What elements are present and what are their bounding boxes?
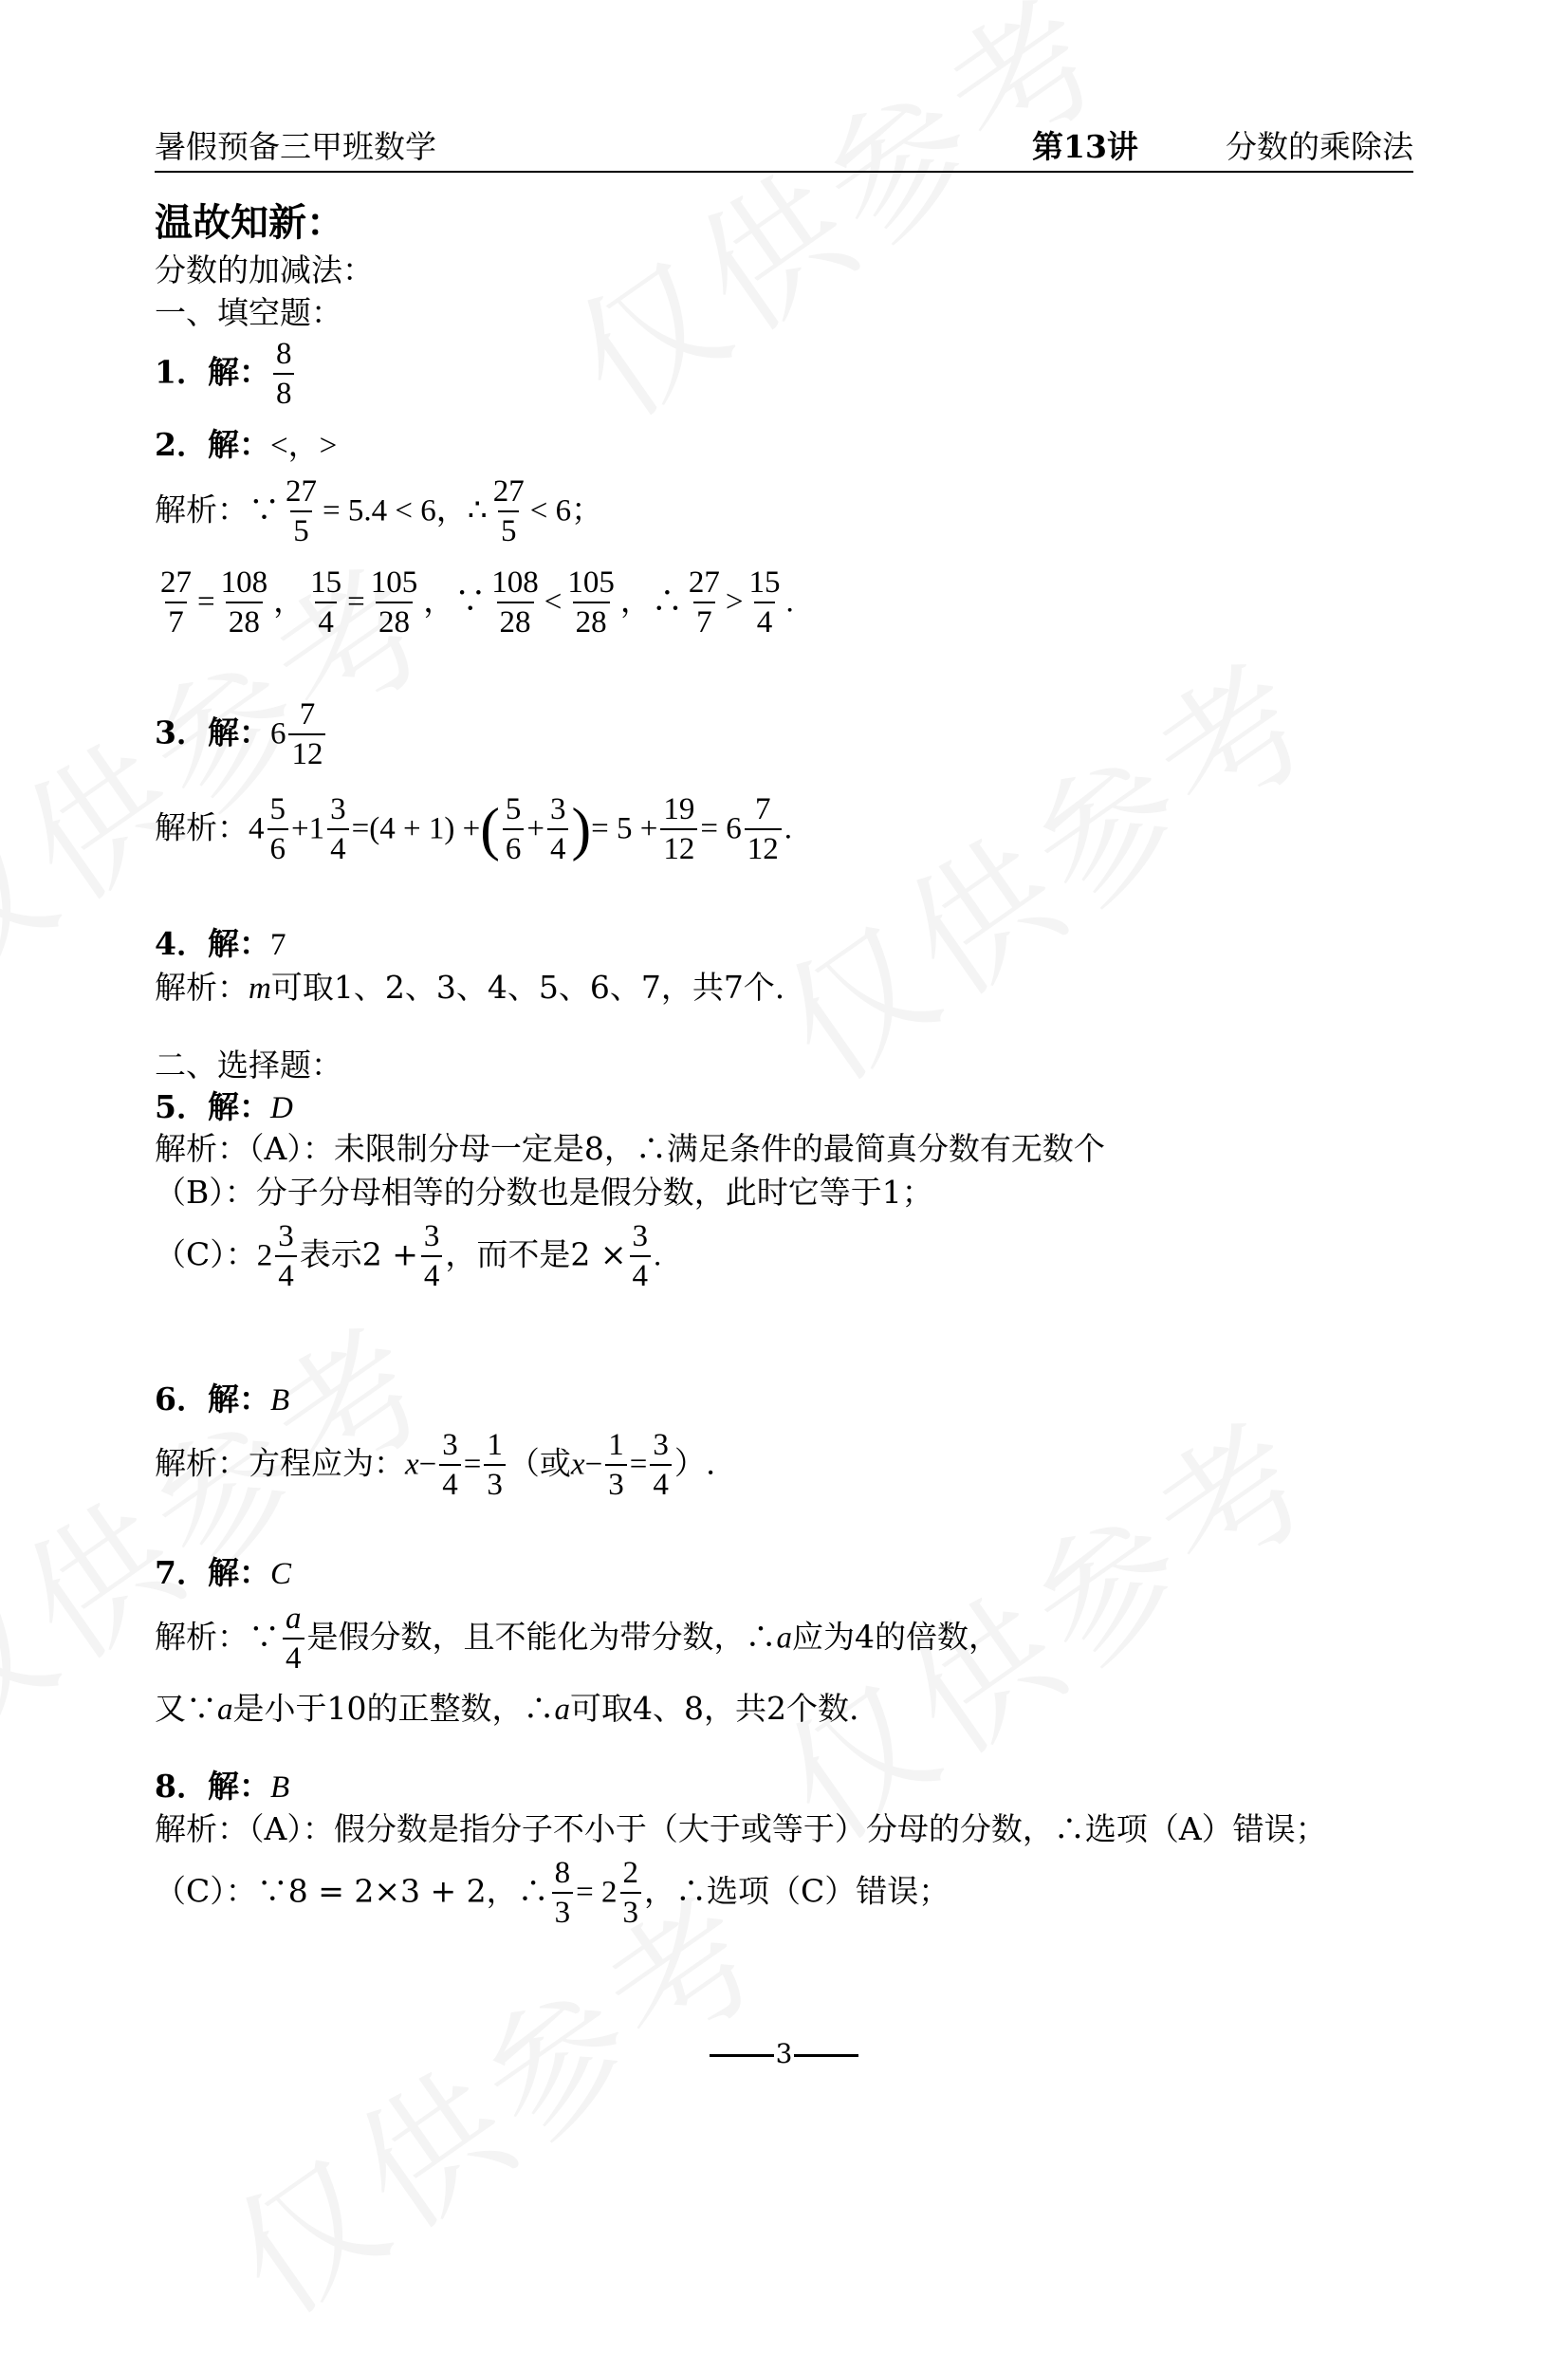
section-title: 温故知新： <box>155 200 344 245</box>
q2-answer: 2．解：<，> <box>155 426 338 463</box>
fraction: $\frac{7}{12}$ <box>288 697 325 772</box>
fraction: $\frac{27}{5}$ <box>286 474 317 549</box>
header-course: 暑假预备三甲班数学 <box>155 128 436 165</box>
page-header <box>155 128 1413 173</box>
fraction: $\frac{27}{5}$ <box>492 474 525 549</box>
q8-answer: 8．解：B <box>155 1768 290 1805</box>
fraction: $\frac{8}{3}$ <box>552 1856 574 1931</box>
fraction: $\frac{1}{3}$ <box>605 1428 627 1503</box>
q7-answer: 7．解：C <box>155 1554 291 1591</box>
q2-explanation-line1: 解析：∵ $\frac{27}{5}$ = 5.4 < 6，∴ $\frac{27}{5}$ < 6； <box>155 474 603 549</box>
fraction: $\frac{3}{4}$ <box>439 1428 461 1503</box>
q7-explanation-line1: 解析：∵ $\frac{a}{4}$ 是假分数，且不能化为带分数，∴a应为4的倍数， <box>155 1602 1000 1677</box>
q6-explanation: 解析：方程应为：x− $\frac{3}{4}$ = $\frac{1}{3}$ （或x− $\frac{1}{3}$ = $\frac{3}{4}$ ）. <box>155 1428 716 1503</box>
q5-explanation-b: （B）：分子分母相等的分数也是假分数，此时它等于1； <box>155 1174 933 1211</box>
fraction: $\frac{5}{6}$ <box>503 792 525 867</box>
subsection-title: 分数的加减法： <box>155 251 374 288</box>
q4-answer: 4．解：7 <box>155 925 286 962</box>
fraction: $\frac{1}{3}$ <box>484 1428 506 1503</box>
header-topic: 分数的乘除法 <box>1226 128 1413 165</box>
fraction: $\frac{3}{4}$ <box>421 1219 443 1294</box>
fraction: $\frac{3}{4}$ <box>630 1219 652 1294</box>
part-heading: 二、选择题： <box>155 1047 342 1084</box>
fraction: $\frac{108}{28}$ <box>491 565 539 640</box>
fraction: $\frac{27}{7}$ <box>160 565 192 640</box>
fraction: $\frac{3}{4}$ <box>547 792 569 867</box>
fraction: $\frac{3}{4}$ <box>275 1219 297 1294</box>
q4-explanation: 解析：m可取1、2、3、4、5、6、7，共7个. <box>155 969 785 1006</box>
q3-answer: 3．解：6 $\frac{7}{12}$ <box>155 697 328 772</box>
fraction: $\frac{27}{7}$ <box>688 565 720 640</box>
fraction: $\frac{108}{28}$ <box>220 565 268 640</box>
fraction: $\frac{5}{6}$ <box>267 792 289 867</box>
fraction: $\frac{105}{28}$ <box>370 565 418 640</box>
q7-explanation-line2: 又∵a是小于10的正整数，∴a可取4、8，共2个数. <box>155 1690 859 1727</box>
fraction: $\frac{a}{4}$ <box>283 1602 304 1677</box>
fraction: $\frac{7}{12}$ <box>745 792 782 867</box>
watermark <box>736 603 1351 1120</box>
fraction: $\frac{8}{8}$ <box>273 337 295 412</box>
q8-explanation-c: （C）：∵8 = 2×3 + 2，∴ $\frac{8}{3}$ = 2 $\frac{2}{3}$ ，∴选项（C）错误； <box>155 1856 950 1931</box>
fraction: $\frac{15}{4}$ <box>310 565 342 640</box>
watermark <box>527 0 1142 455</box>
q5-explanation-c: （C）：2 $\frac{3}{4}$ 表示2 + $\frac{3}{4}$ ，而不是2 × $\frac{3}{4}$ . <box>155 1219 662 1294</box>
fraction: $\frac{15}{4}$ <box>748 565 781 640</box>
part-heading: 一、填空题： <box>155 294 342 331</box>
page-number: 3 <box>0 2038 1568 2069</box>
q8-explanation-a: 解析：（A）：假分数是指分子不小于（大于或等于）分母的分数，∴选项（A）错误； <box>155 1810 1327 1847</box>
header-lecture: 第13讲 <box>1032 128 1138 165</box>
q5-explanation-a: 解析：（A）：未限制分母一定是8，∴满足条件的最简真分数有无数个 <box>155 1130 1105 1167</box>
q5-answer: 5．解：D <box>155 1088 293 1125</box>
q2-explanation-line2: $\frac{27}{7}$ = $\frac{108}{28}$ ， $\frac{15}{4}$ = $\frac{105}{28}$ ，∵ $\frac{108}{28}$ < $\frac{105}{28}$ ，∴ $\frac{27}{7}$ > $\frac{15}{4}$ . <box>155 565 794 640</box>
q3-explanation: 解析：4 $\frac{5}{6}$ +1 $\frac{3}{4}$ =(4 + 1) +( $\frac{5}{6}$ + $\frac{3}{4}$ )= 5 + $\frac{19}{12}$ = 6 $\frac{7}{12}$ . <box>155 792 792 867</box>
fraction: $\frac{3}{4}$ <box>650 1428 672 1503</box>
q1-answer: 1．解： $\frac{8}{8}$ <box>155 337 297 412</box>
fraction: $\frac{19}{12}$ <box>660 792 697 867</box>
q6-answer: 6．解：B <box>155 1380 290 1417</box>
fraction: $\frac{105}{28}$ <box>567 565 615 640</box>
fraction: $\frac{2}{3}$ <box>620 1856 642 1931</box>
fraction: $\frac{3}{4}$ <box>327 792 349 867</box>
